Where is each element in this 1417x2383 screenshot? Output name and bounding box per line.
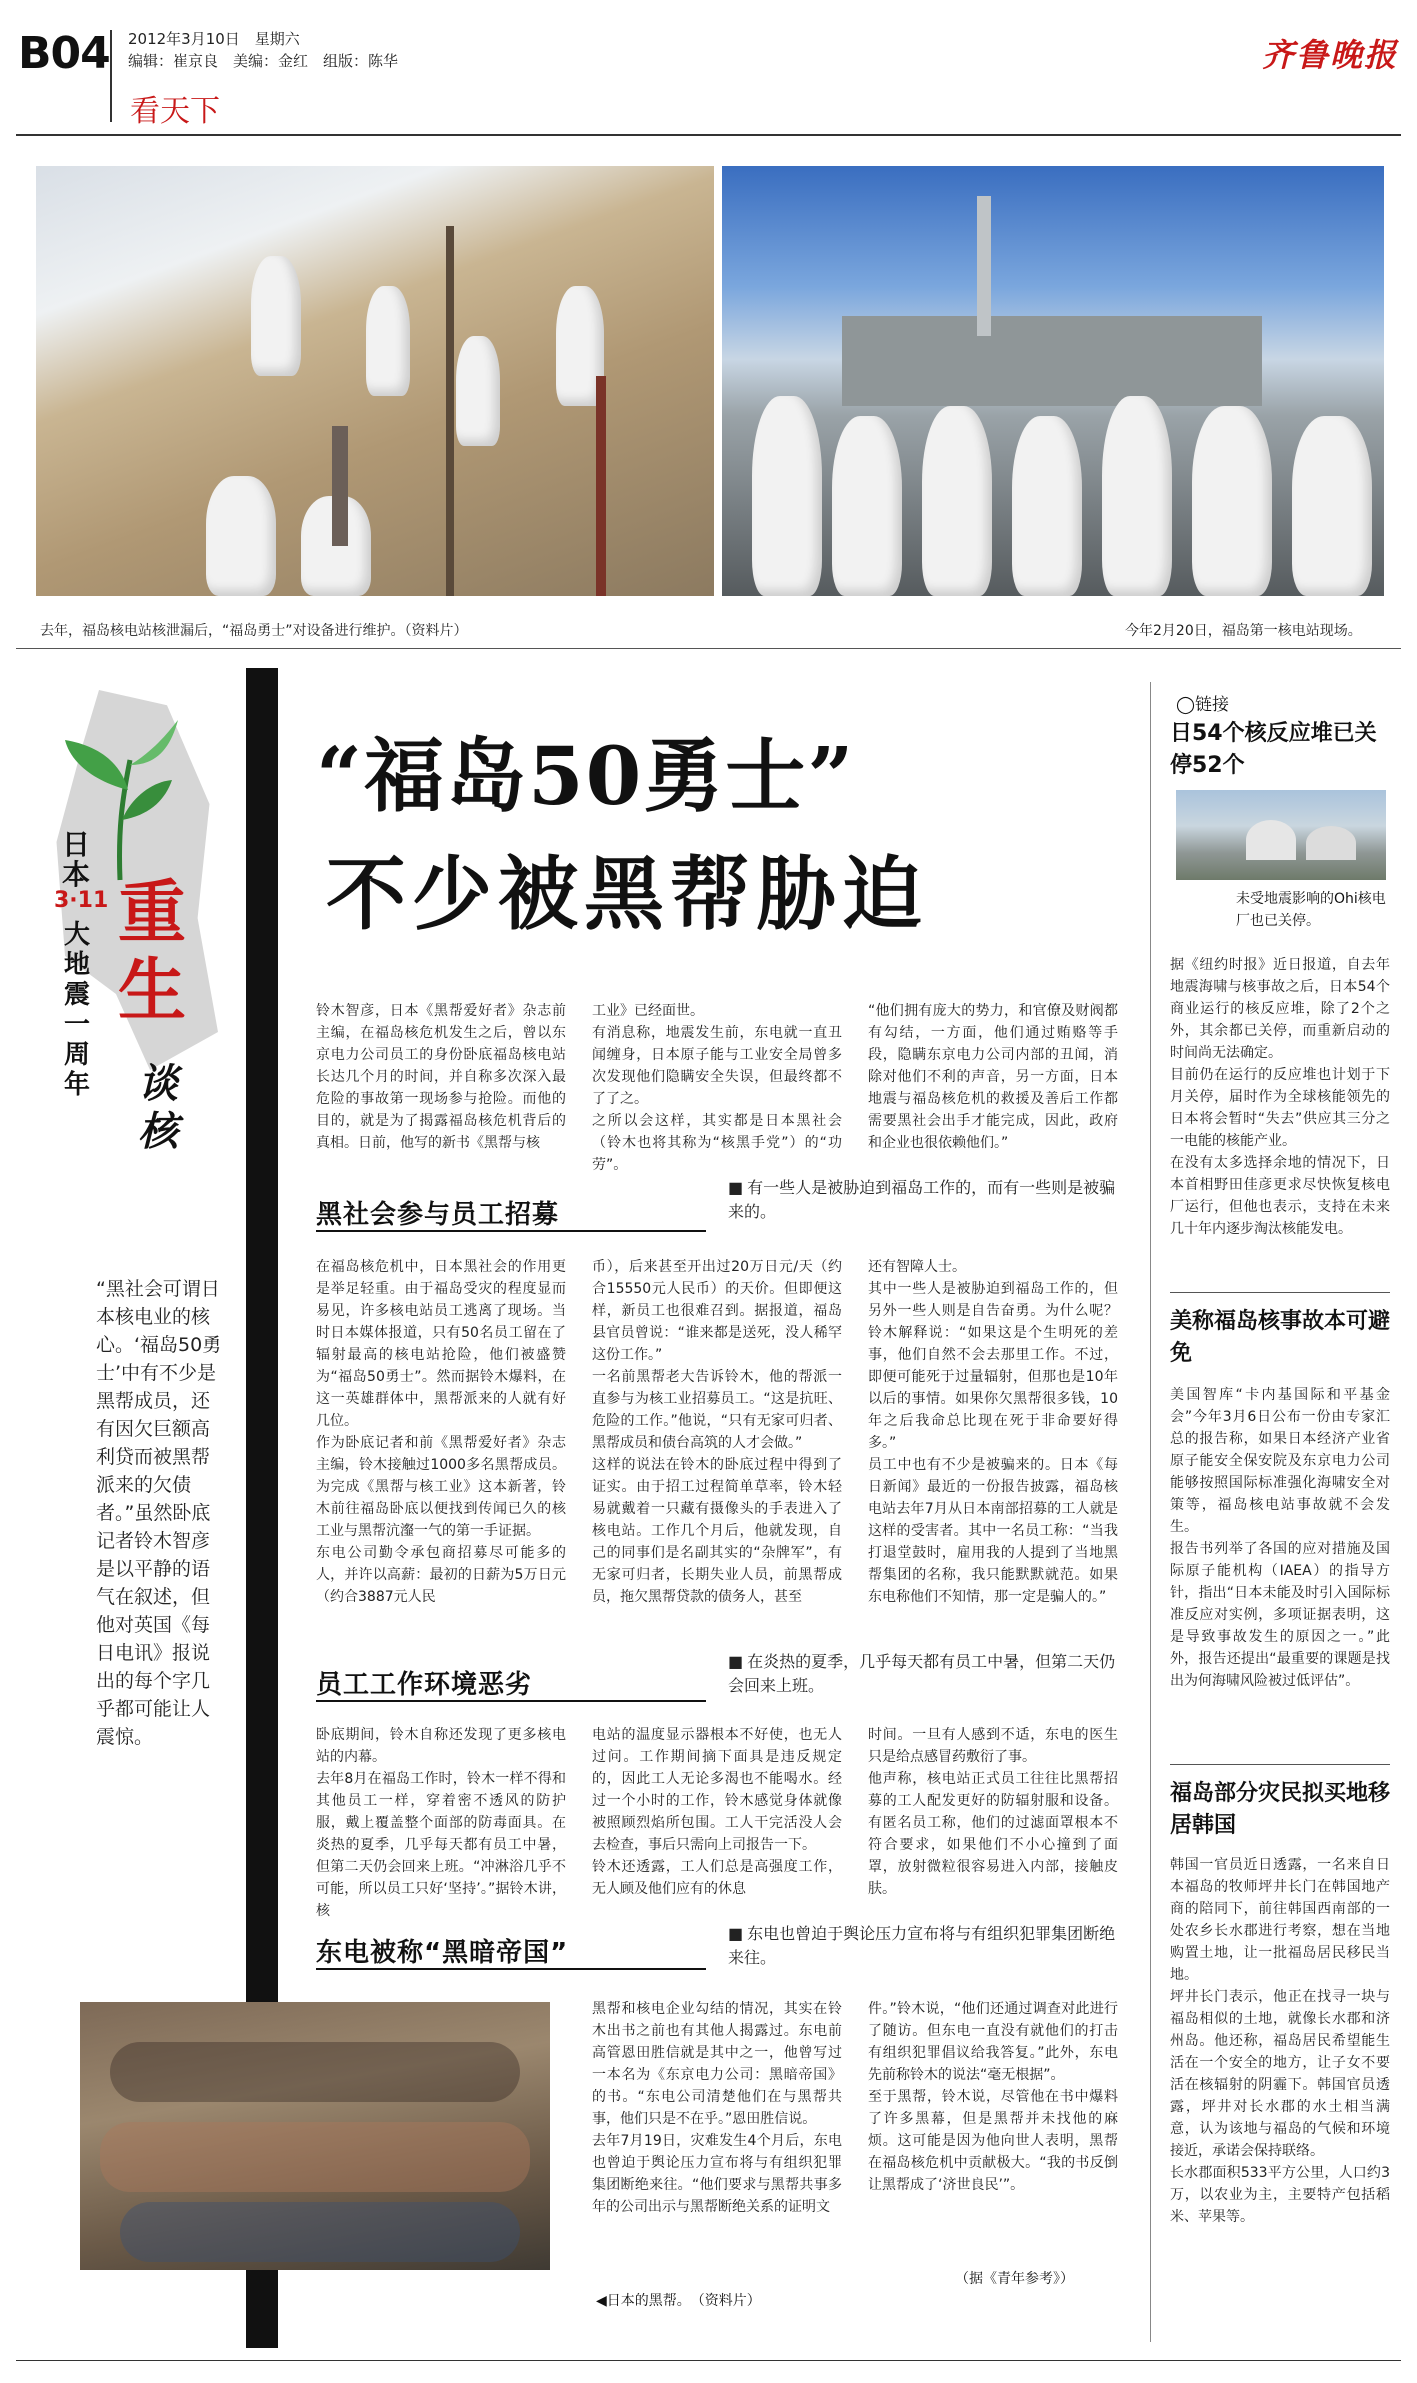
page-number: B04 xyxy=(18,28,110,79)
banner-reborn: 重生 xyxy=(118,874,187,1031)
photo-workers-maintenance xyxy=(36,166,714,596)
article-source: （据《青年参考》） xyxy=(955,2271,1074,2287)
photo-caption-left: 去年，福岛核电站核泄漏后，“福岛勇士”对设备进行维护。（资料片） xyxy=(40,623,468,639)
caption-rule xyxy=(16,648,1401,649)
bottom-rule xyxy=(16,2360,1401,2361)
sidebar-divider xyxy=(1150,682,1151,2342)
banner-quake-anniversary: 大地震一周年 xyxy=(64,920,91,1100)
header-meta xyxy=(128,28,398,72)
subhead-recruitment: 黑社会参与员工招募 xyxy=(316,1200,560,1230)
sidebar-rule xyxy=(1170,1292,1390,1293)
subhead-rule xyxy=(316,1968,706,1970)
date-line: 2012年3月10日 星期六 xyxy=(128,30,300,48)
banner-talk-nuclear: 谈核 xyxy=(138,1060,178,1155)
section3-col-2: 黑帮和核电企业勾结的情况，其实在铃木出书之前也有其他人揭露过。东电前高管恩田胜信就是其中之一，他曾写过一本名为《东京电力公司：黑暗帝国》的书。“东电公司清楚他们在与黑帮共事，他们只是不在乎。”恩田胜信说。 去年7月19日，灾难发生4个月后，东电也曾迫于舆论压力宣布将与有组织犯罪集团断绝来往。“他们要求与黑帮共事多年的公司出示与黑帮断绝关系的证明文 xyxy=(592,2001,842,2215)
photo-caption-bottom: ◀日本的黑帮。 （资料片） xyxy=(596,2293,761,2309)
intro-col-1: 铃木智彦，日本《黑帮爱好者》杂志前主编，在福岛核危机发生之后，曾以东京电力公司员工的身份卧底福岛核电站长达几个月的时间，并自称多次深入最危险的事故第一现场参与抢险。而他的目的，就是为了揭露福岛核危机背后的真相。日前，他写的新书《黑帮与核 xyxy=(316,1003,566,1151)
sidebar-rule xyxy=(1170,1764,1390,1765)
section2-note: ■ 在炎热的夏季，几乎每天都有员工中暑，但第二天仍会回来上班。 xyxy=(728,1650,1128,1698)
subhead-dark-empire: 东电被称“黑暗帝国” xyxy=(316,1938,569,1968)
sidebar-body-korea: 韩国一官员近日透露，一名来自日本福岛的牧师坪井长门在韩国地产商的陪同下，前往韩国西南部的一处农乡长水郡进行考察，想在当地购置土地，让一批福岛居民移民当地。 坪井长门表示，他正在找寻一块与福岛相似的土地，就像长水郡和济州岛。他还称，福岛居民希望能生活在一个安全的地方，让子女不要活在核辐射的阴霾下。韩国官员透露，坪井对长水郡的水土相当满意，认为该地与福岛的气候和环境接近，承诺会保持联络。 长水郡面积533平方公里，人口约3万，以农业为主，主要特产包括稻米、苹果等。 xyxy=(1170,1857,1390,2225)
photo-fukushima-site xyxy=(722,166,1384,596)
section3-col-3: 件。”铃木说，“他们还通过调查对此进行了随访。但东电一直没有就他们的打击有组织犯罪倡议给我答复。”此外，东电先前称铃木的说法“毫无根据”。 至于黑帮，铃木说，尽管他在书中爆料了许多黑幕，但是黑帮并未找他的麻烦。这可能是因为他向世人表明，黑帮在福岛核危机中贡献极大。“我的书反倒让黑帮成了‘济世良民’”。 xyxy=(868,2001,1118,2193)
subhead-rule xyxy=(316,1230,706,1232)
section1-col-2: 币），后来甚至开出过20万日元/天（约合15550元人民币）的天价。但即便这样，新员工也很难召到。据报道，福岛县官员曾说：“谁来都是送死，没人稀罕这份工作。” 一名前黑帮老大告诉铃木，他的帮派一直参与为核工业招募员工。“这是抗旺、危险的工作。”他说，“只有无家可归者、黑帮成员和债台高筑的人才会做。” 这样的说法在铃木的卧底过程中得到了证实。由于招工过程简单草率，铃木轻易就戴着一只藏有摄像头的手表进入了核电站。工作几个月后，他就发现，自己的同事们是名副其实的“杂牌军”，有无家可归者，长期失业人员，前黑帮成员，拖欠黑帮贷款的债务人，甚至 xyxy=(592,1259,842,1605)
pull-quote: “黑社会可谓日本核电业的核心。‘福岛50勇士’中有不少是黑帮成员，还有因欠巨额高利贷而被黑帮派来的欠债者。”虽然卧底记者铃木智彦是以平静的语气在叙述，但他对英国《每日电讯》报说出的每个字几乎都可能让人震惊。 xyxy=(96,1278,222,1748)
sidebar-body-reactors: 据《纽约时报》近日报道，自去年地震海啸与核事故之后，日本54个商业运行的核反应堆，除了2个之外，其余都已关停，而重新启动的时间尚无法确定。 目前仍在运行的反应堆也计划于下月关停，届时作为全球核能领先的日本将会暂时“失去”供应其三分之一电能的核能产业。 在没有太多选择余地的情况下，日本首相野田佳彦更求尽快恢复核电厂运行，但他也表示，支持在未来几十年内逐步淘汰核能发电。 xyxy=(1170,957,1390,1237)
sidebar-body-avoidable: 美国智库“卡内基国际和平基金会”今年3月6日公布一份由专家汇总的报告称，如果日本经济产业省原子能安全保安院及东京电力公司能够按照国际标准强化海啸安全对策等，福岛核电站事故就不会发生。 报告书列举了各国的应对措施及国际原子能机构（IAEA）的指导方针，指出“日本未能及时引入国际标准反应对实例，多项证据表明，这是导致事故发生的原因之一。”此外，报告还提出“最重要的课题是找出为何海啸风险被过低评估”。 xyxy=(1170,1387,1390,1689)
header-divider xyxy=(110,30,112,122)
photo-caption-right: 今年2月20日，福岛第一核电站现场。 xyxy=(1125,623,1362,639)
section3-note: ■ 东电也曾迫于舆论压力宣布将与有组织犯罪集团断绝来往。 xyxy=(728,1922,1128,1970)
section-name: 看天下 xyxy=(130,94,220,129)
section2-col-3: 时间。一旦有人感到不适，东电的医生只是给点感冒药敷衍了事。 他声称，核电站正式员工往往比黑帮招募的工人配发更好的防辐射服和设备。有匿名员工称，他们的过滤面罩根本不符合要求，如果他们不小心撞到了面罩，放射微粒很容易进入内部，接触皮肤。 xyxy=(868,1727,1118,1897)
editors-line: 编辑：崔京良 美编：金红 组版：陈华 xyxy=(128,52,399,70)
masthead-logo: 齐鲁晚报 xyxy=(1262,36,1399,74)
sidebar-heading-avoidable: 美称福岛核事故本可避免 xyxy=(1170,1309,1391,1366)
sidebar-heading-korea: 福岛部分灾民拟买地移居韩国 xyxy=(1170,1781,1391,1838)
section1-note: ■ 有一些人是被胁迫到福岛工作的，而有一些则是被骗来的。 xyxy=(728,1176,1128,1224)
banner-japan: 日本 xyxy=(62,828,91,891)
headline-line-1: “福岛50勇士” xyxy=(316,729,856,823)
banner-quake-date: 3·11 xyxy=(54,888,109,913)
photo-ohi-plant xyxy=(1176,790,1386,880)
section2-col-2: 电站的温度显示器根本不好使，也无人过问。工作期间摘下面具是违反规定的，因此工人无论多渴也不能喝水。经过一个小时的工作，铃木感觉身体就像被照顾烈焰所包围。工人干完活没人会去检查，事后只需向上司报告一下。 铃木还透露，工人们总是高强度工作，无人顾及他们应有的休息 xyxy=(592,1727,842,1897)
sidebar-link-label: ◯链接 xyxy=(1176,695,1230,715)
photo-yakuza xyxy=(80,2002,550,2270)
photo-caption-ohi: 未受地震影响的Ohi核电厂也已关停。 xyxy=(1236,891,1386,929)
section1-col-3: 还有智障人士。 其中一些人是被胁迫到福岛工作的，但另外一些人则是自告奋勇。为什么呢？铃木解释说：“如果这是个生明死的差事，他们自然不会去那里工作。不过，即便可能死于过量辐射，但那也是10年以后的事情。如果你欠黑帮很多钱，10年之后我命总比现在死于非命要好得多。” 员工中也有不少是被骗来的。日本《每日新闻》最近的一份报告披露，福岛核电站去年7月从日本南部招募的工人就是这样的受害者。其中一名员工称：“当我打退堂鼓时，雇用我的人提到了当地黑帮集团的名称，我只能默默就范。如果东电称他们不知情，那一定是骗人的。” xyxy=(868,1259,1118,1605)
section2-col-1: 卧底期间，铃木自称还发现了更多核电站的内幕。 去年8月在福岛工作时，铃木一样不得和其他员工一样，穿着密不透风的防护服，戴上覆盖整个面部的防毒面具。在炎热的夏季，几乎每天都有员工中暑，但第二天仍会回来上班。“冲淋浴几乎不可能，所以员工只好‘坚持’。”据铃木讲，核 xyxy=(316,1727,566,1919)
intro-col-3: “他们拥有庞大的势力，和官僚及财阀都有勾结，一方面，他们通过贿赂等手段，隐瞒东京电力公司内部的丑闻，消除对他们不利的声音，另一方面，日本地震与福岛核危机的救援及善后工作都需要黑社会出手才能完成，因此，政府和企业也很依赖他们。” xyxy=(868,1003,1118,1151)
subhead-rule xyxy=(316,1700,706,1702)
top-rule xyxy=(16,134,1401,136)
intro-col-2: 工业》已经面世。 有消息称，地震发生前，东电就一直丑闻缠身，日本原子能与工业安全局曾多次发现他们隐瞒安全失误，但最终都不了了之。 之所以会这样，其实都是日本黑社会（铃木也将其称为“核黑手党”）的“功劳”。 xyxy=(592,1003,842,1173)
subhead-conditions: 员工工作环境恶劣 xyxy=(316,1670,533,1700)
section1-col-1: 在福岛核危机中，日本黑社会的作用更是举足轻重。由于福岛受灾的程度显而易见，许多核电站员工逃离了现场。当时日本媒体报道，只有50名员工留在了辐射最高的核电站抢险，他们被盛赞为“福岛50勇士”。然而据铃木爆料，在这一英雄群体中，黑帮派来的人就有好几位。 作为卧底记者和前《黑帮爱好者》杂志主编，铃木接触过1000多名黑帮成员。为完成《黑帮与核工业》这本新著，铃木前往福岛卧底以便找到传闻已久的核工业与黑帮沆瀣一气的第一手证据。 东电公司勤令承包商招募尽可能多的人，并许以高薪：最初的日薪为5万日元（约合3887元人民 xyxy=(316,1259,566,1605)
sidebar-heading-reactors: 日54个核反应堆已关停52个 xyxy=(1170,721,1377,778)
headline-line-2: 不少被黑帮胁迫 xyxy=(326,847,928,941)
